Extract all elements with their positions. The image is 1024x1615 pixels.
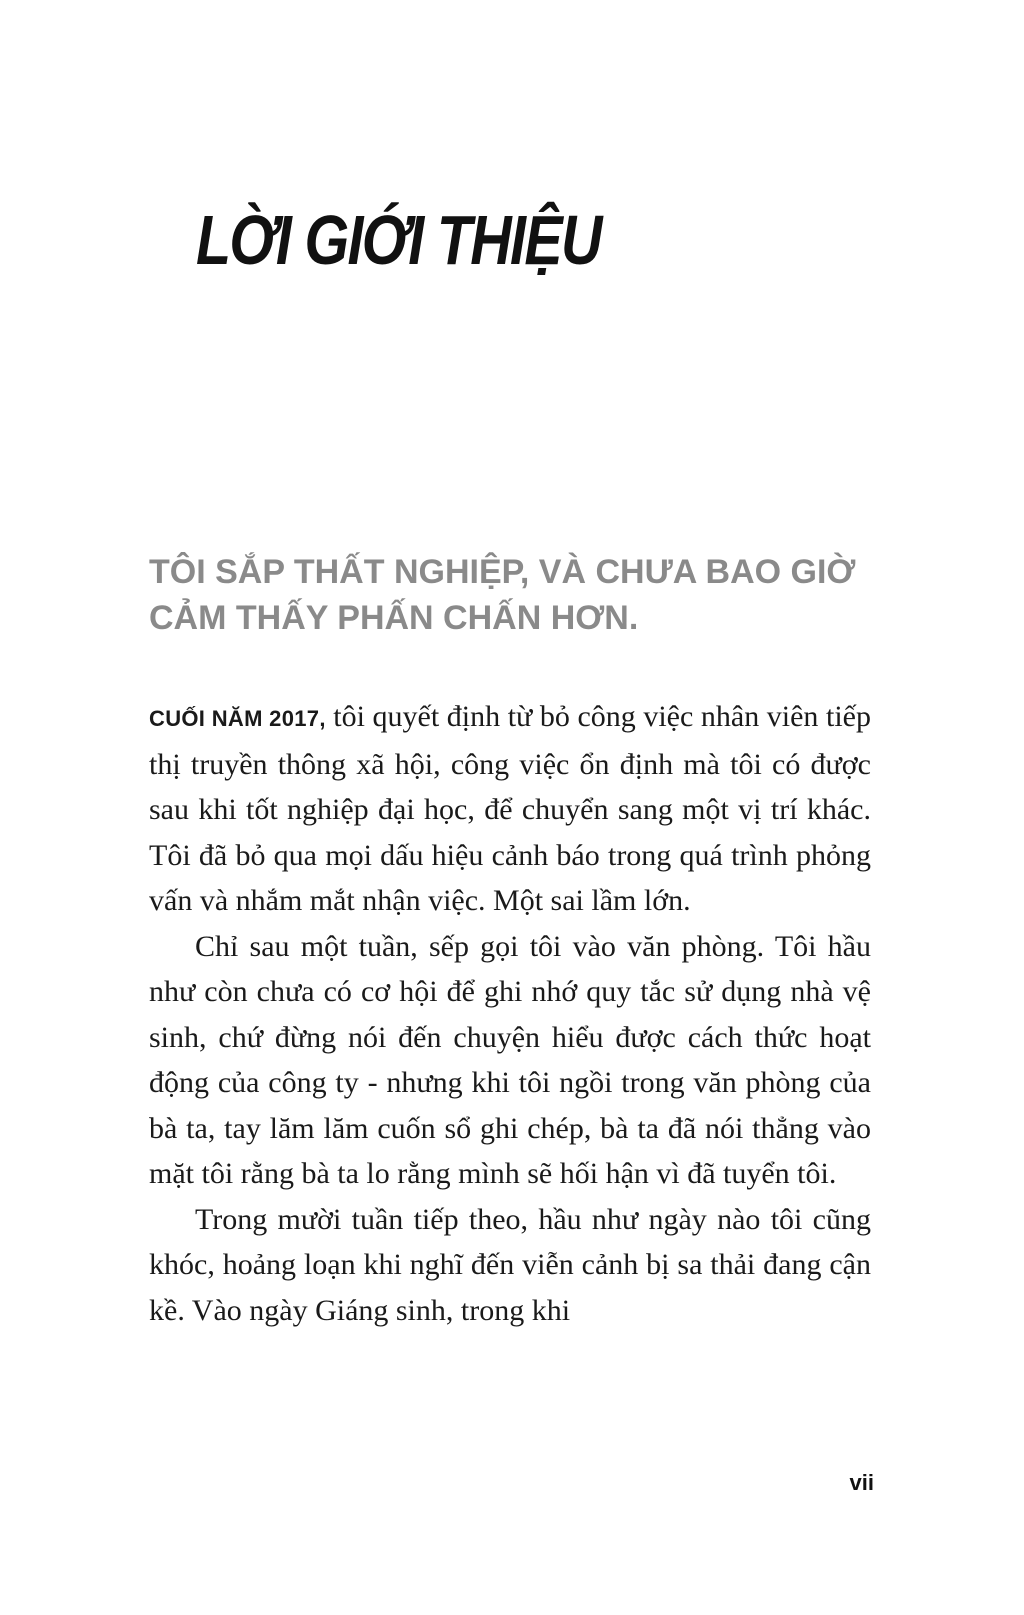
paragraph-2: Chỉ sau một tuần, sếp gọi tôi vào văn phòng. Tôi hầu như còn chưa có cơ hội để ghi nhớ quy tắc sử dụng nhà vệ sinh, chứ đừng nói đến chuyện hiểu được cách thức hoạt động của công ty - nhưng khi tôi ngồi trong văn phòng của bà ta, tay lăm lăm cuốn sổ ghi chép, bà ta đã nói thẳng vào mặt tôi rằng bà ta lo rằng mình sẽ hối hận vì đã tuyển tôi. [149,929,871,1190]
paragraph-1-text: tôi quyết định từ bỏ công việc nhân viên tiếp thị truyền thông xã hội, công việc ổn định mà tôi có được sau khi tốt nghiệp đại học, để chuyển sang một vị trí khác. Tôi đã bỏ qua mọi dấu hiệu cảnh báo trong quá trình phỏng vấn và nhắm mắt nhận việc. Một sai lầm lớn. [149,700,871,917]
page-number: vii [849,1470,874,1495]
paragraph-lead-in: CUỐI NĂM 2017, [149,706,326,731]
paragraph-1 [149,694,871,924]
subtitle-line-2: CẢM THẤY PHẤN CHẤN HƠN. [149,599,639,637]
paragraph-3: Trong mười tuần tiếp theo, hầu như ngày nào tôi cũng khóc, hoảng loạn khi nghĩ đến viễn cảnh bị sa thải đang cận kề. Vào ngày Giáng sinh, trong khi [149,1202,871,1327]
subtitle-line-1: TÔI SẮP THẤT NGHIỆP, VÀ CHƯA BAO GIỜ [149,553,856,591]
chapter-subtitle [149,549,889,641]
body-text [149,694,871,1333]
chapter-title: LỜI GIỚI THIỆU [196,201,601,279]
